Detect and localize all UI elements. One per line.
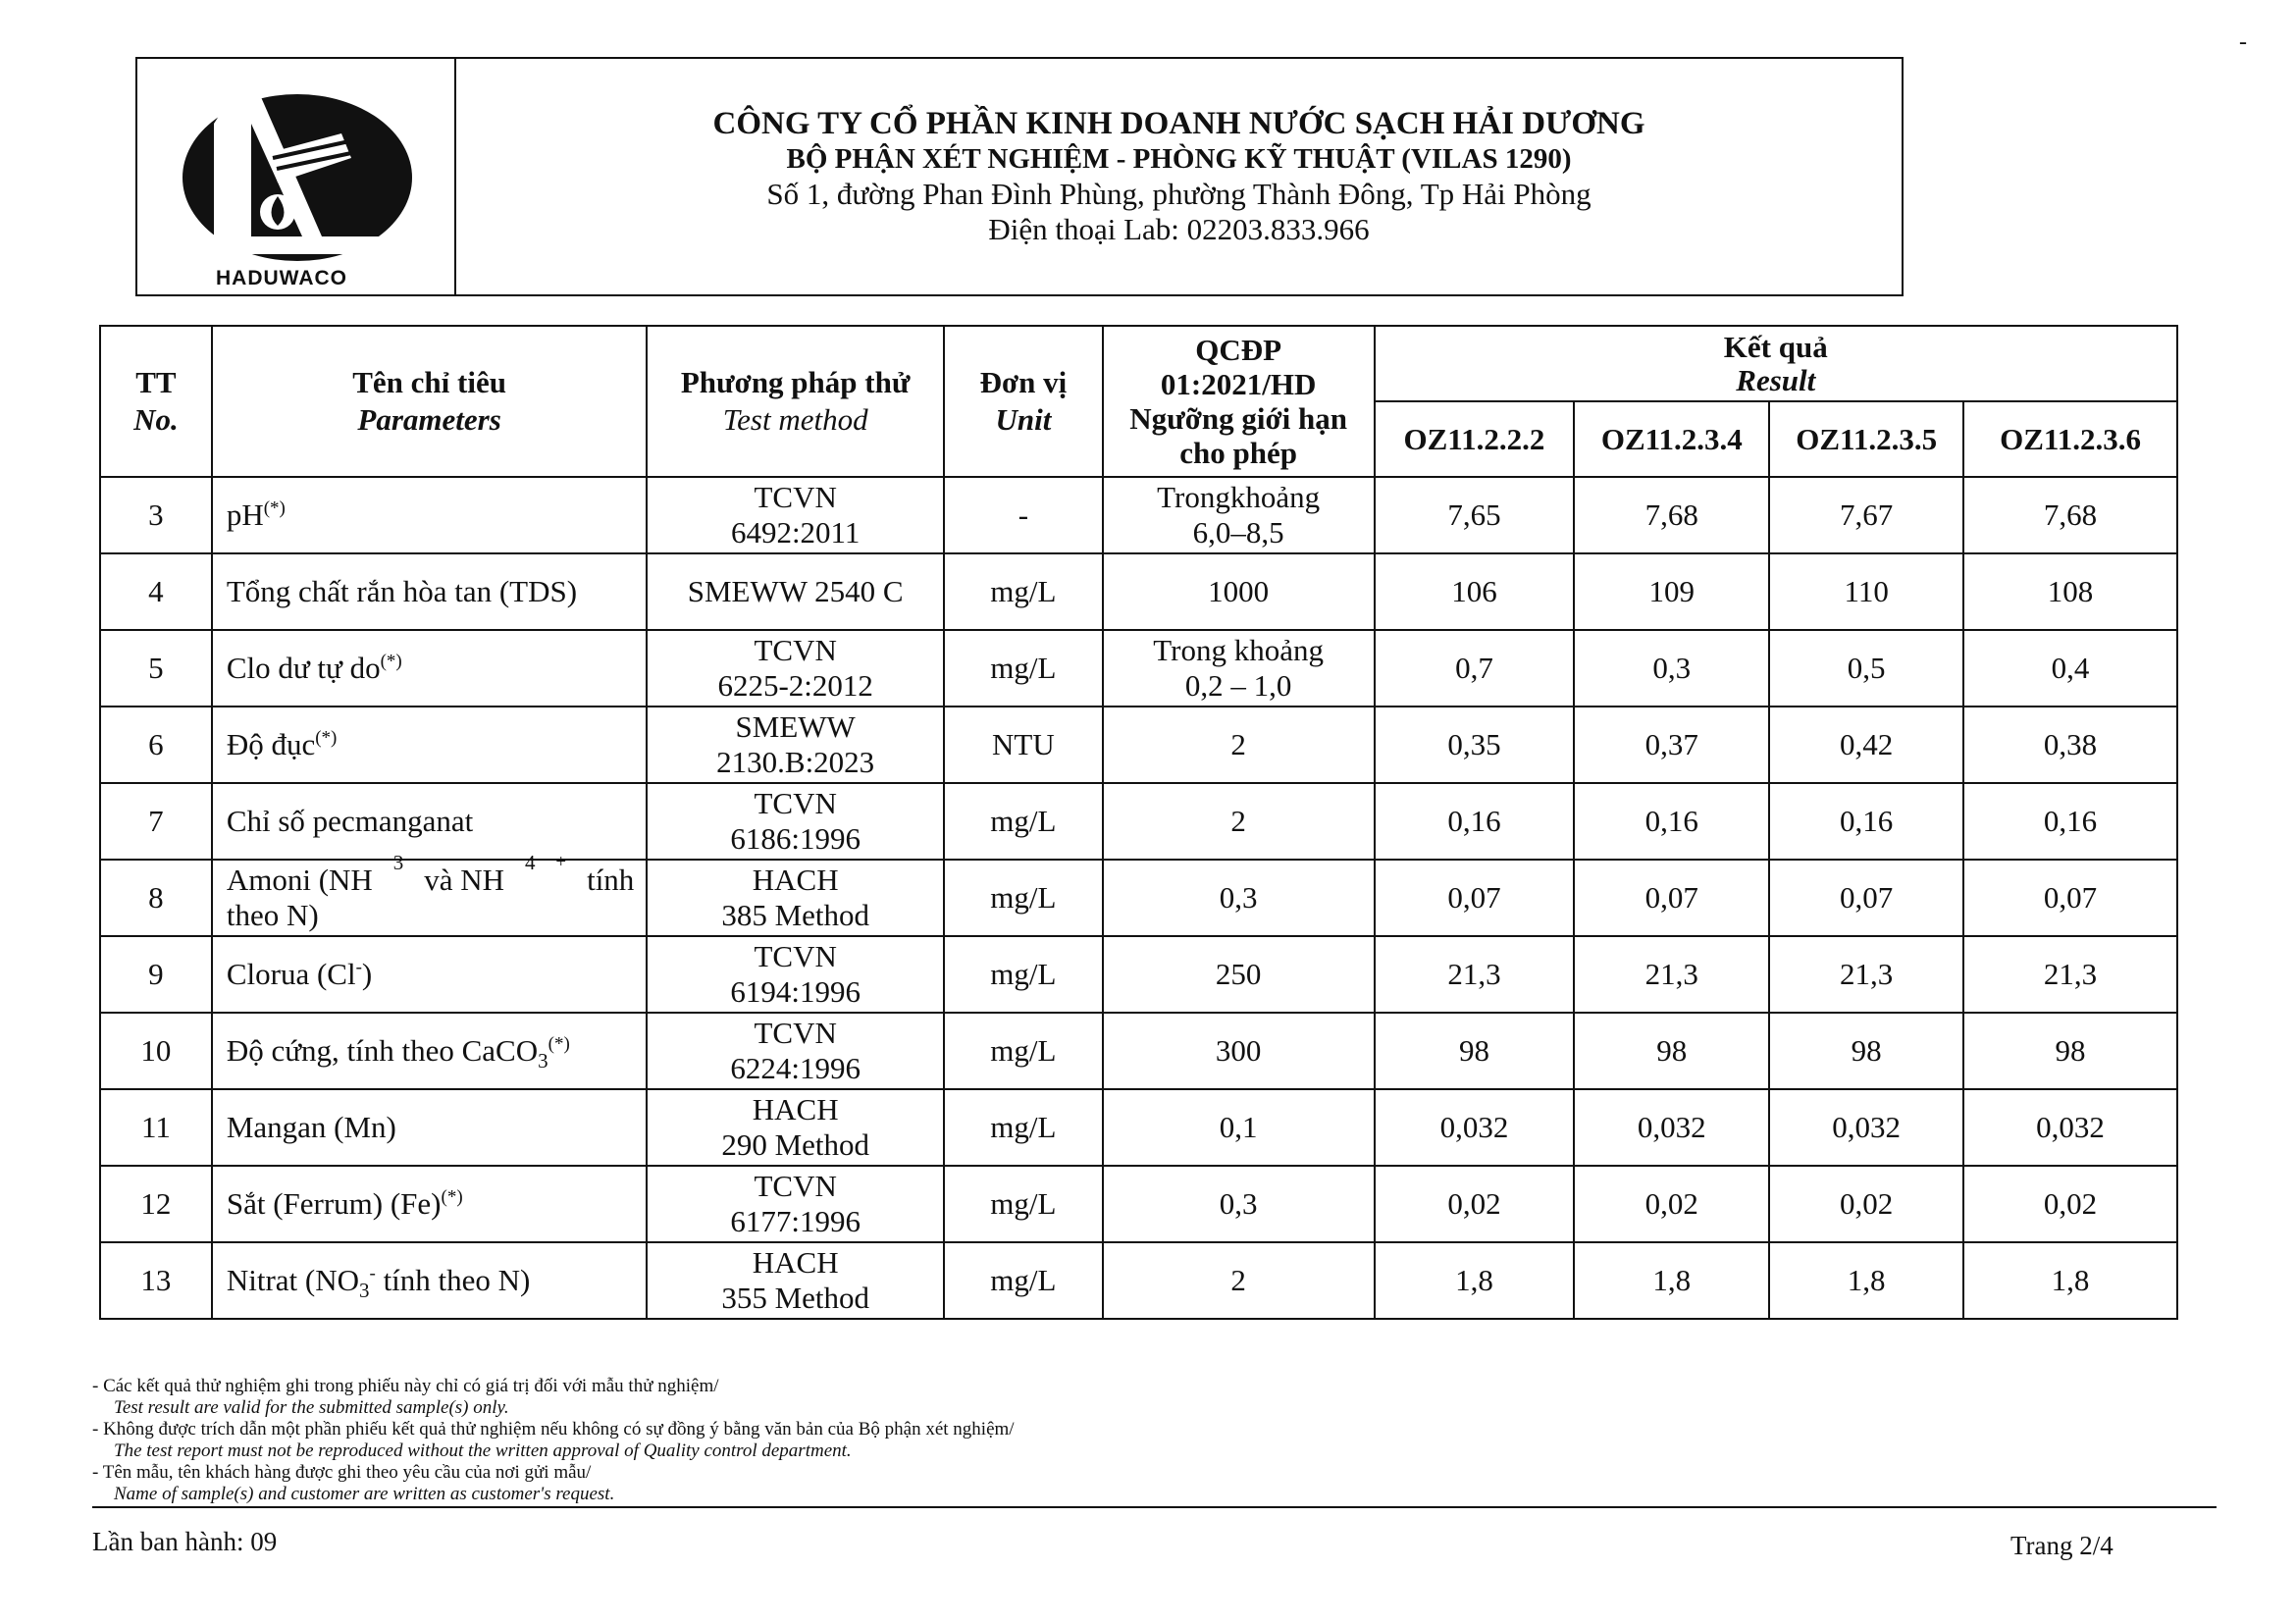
letterhead-text xyxy=(456,59,1902,294)
row-method: SMEWW 2540 C xyxy=(647,553,944,630)
note-vi: - Không được trích dẫn một phần phiếu kết quả thử nghiệm nếu không có sự đồng ý bằng văn bản của Bộ phận xét nghiệm/ xyxy=(92,1419,1015,1440)
row-unit: mg/L xyxy=(944,783,1103,860)
row-result: 7,65 xyxy=(1375,477,1575,553)
row-no: 10 xyxy=(100,1013,212,1089)
col-header-unit: Đơn vị Unit xyxy=(944,326,1103,477)
row-limit: 250 xyxy=(1103,936,1375,1013)
row-method: TCVN 6224:1996 xyxy=(647,1013,944,1089)
row-parameter: Chỉ số pecmanganat xyxy=(212,783,648,860)
row-result: 0,16 xyxy=(1375,783,1575,860)
note-en: The test report must not be reproduced without the written approval of Quality control department. xyxy=(114,1440,852,1461)
col-header-limit: QCĐP 01:2021/HD Ngưỡng giới hạn cho phép xyxy=(1103,326,1375,477)
row-limit: 0,3 xyxy=(1103,860,1375,936)
row-result: 21,3 xyxy=(1375,936,1575,1013)
col-header-parameter: Tên chỉ tiêu Parameters xyxy=(212,326,648,477)
row-no: 9 xyxy=(100,936,212,1013)
row-limit: 0,1 xyxy=(1103,1089,1375,1166)
row-result: 0,02 xyxy=(1963,1166,2177,1242)
row-result: 0,42 xyxy=(1769,707,1963,783)
row-method: TCVN 6177:1996 xyxy=(647,1166,944,1242)
header-row-1 xyxy=(100,326,2177,401)
row-result: 0,032 xyxy=(1963,1089,2177,1166)
row-result: 0,38 xyxy=(1963,707,2177,783)
row-method: HACH 355 Method xyxy=(647,1242,944,1319)
row-result: 0,4 xyxy=(1963,630,2177,707)
row-method: TCVN 6186:1996 xyxy=(647,783,944,860)
row-result: 21,3 xyxy=(1963,936,2177,1013)
row-parameter: Clo dư tự do(*) xyxy=(212,630,648,707)
row-result: 0,35 xyxy=(1375,707,1575,783)
row-result: 21,3 xyxy=(1574,936,1769,1013)
col-header-result: Kết quả Result xyxy=(1375,326,2177,401)
row-no: 3 xyxy=(100,477,212,553)
row-result: 0,37 xyxy=(1574,707,1769,783)
table-row xyxy=(100,553,2177,630)
row-result: 0,032 xyxy=(1375,1089,1575,1166)
row-parameter: Tổng chất rắn hòa tan (TDS) xyxy=(212,553,648,630)
row-parameter: Độ đục(*) xyxy=(212,707,648,783)
row-method: TCVN 6194:1996 xyxy=(647,936,944,1013)
col-header-method: Phương pháp thử Test method xyxy=(647,326,944,477)
row-no: 7 xyxy=(100,783,212,860)
row-result: 0,16 xyxy=(1769,783,1963,860)
row-unit: mg/L xyxy=(944,1242,1103,1319)
company-logo xyxy=(137,59,456,294)
table-row xyxy=(100,630,2177,707)
row-unit: NTU xyxy=(944,707,1103,783)
row-limit: 300 xyxy=(1103,1013,1375,1089)
row-result: 7,68 xyxy=(1963,477,2177,553)
row-method: SMEWW 2130.B:2023 xyxy=(647,707,944,783)
row-result: 1,8 xyxy=(1574,1242,1769,1319)
corner-mark: - xyxy=(2239,29,2247,55)
row-result: 0,07 xyxy=(1574,860,1769,936)
row-result: 0,02 xyxy=(1769,1166,1963,1242)
row-parameter: Nitrat ($NO_3^-$ tính theo N) xyxy=(212,1242,648,1319)
row-result: 98 xyxy=(1375,1013,1575,1089)
note-en: Test result are valid for the submitted sample(s) only. xyxy=(114,1397,509,1418)
row-parameter: Độ cứng, tính theo CaCO$_3$(*) xyxy=(212,1013,648,1089)
table-row xyxy=(100,1242,2177,1319)
page-number: Trang 2/4 xyxy=(2010,1531,2113,1560)
row-result: 106 xyxy=(1375,553,1575,630)
row-result: 0,02 xyxy=(1375,1166,1575,1242)
row-no: 5 xyxy=(100,630,212,707)
row-result: 1,8 xyxy=(1769,1242,1963,1319)
row-no: 4 xyxy=(100,553,212,630)
row-result: 98 xyxy=(1769,1013,1963,1089)
results-table xyxy=(99,325,2178,1320)
row-limit: Trongkhoảng 6,0–8,5 xyxy=(1103,477,1375,553)
row-result: 109 xyxy=(1574,553,1769,630)
department-name: BỘ PHẬN XÉT NGHIỆM - PHÒNG KỸ THUẬT (VILAS 1290) xyxy=(786,143,1572,175)
row-result: 0,07 xyxy=(1769,860,1963,936)
sample-header: OZ11.2.2.2 xyxy=(1375,401,1575,477)
row-result: 0,07 xyxy=(1963,860,2177,936)
row-result: 0,3 xyxy=(1574,630,1769,707)
row-no: 13 xyxy=(100,1242,212,1319)
row-result: 0,07 xyxy=(1375,860,1575,936)
table-row xyxy=(100,1013,2177,1089)
row-unit: mg/L xyxy=(944,860,1103,936)
row-result: 108 xyxy=(1963,553,2177,630)
row-unit: - xyxy=(944,477,1103,553)
table-row xyxy=(100,1166,2177,1242)
row-result: 110 xyxy=(1769,553,1963,630)
row-method: HACH 385 Method xyxy=(647,860,944,936)
row-unit: mg/L xyxy=(944,553,1103,630)
disclaimer-notes xyxy=(92,1376,1015,1505)
row-result: 0,032 xyxy=(1769,1089,1963,1166)
note-vi: - Các kết quả thử nghiệm ghi trong phiếu này chỉ có giá trị đối với mẫu thử nghiệm/ xyxy=(92,1376,719,1396)
row-result: 98 xyxy=(1574,1013,1769,1089)
row-result: 7,68 xyxy=(1574,477,1769,553)
table-row xyxy=(100,707,2177,783)
row-no: 11 xyxy=(100,1089,212,1166)
row-result: 7,67 xyxy=(1769,477,1963,553)
table-row xyxy=(100,936,2177,1013)
row-no: 8 xyxy=(100,860,212,936)
row-limit: Trong khoảng 0,2 – 1,0 xyxy=(1103,630,1375,707)
issue-number: Lần ban hành: 09 xyxy=(92,1527,278,1556)
table-row xyxy=(100,477,2177,553)
sample-header: OZ11.2.3.6 xyxy=(1963,401,2177,477)
col-header-no: TT No. xyxy=(100,326,212,477)
letterhead xyxy=(135,57,1904,296)
row-method: TCVN 6492:2011 xyxy=(647,477,944,553)
row-parameter: Mangan (Mn) xyxy=(212,1089,648,1166)
row-limit: 2 xyxy=(1103,783,1375,860)
lab-phone: Điện thoại Lab: 02203.833.966 xyxy=(988,212,1370,246)
row-no: 6 xyxy=(100,707,212,783)
table-row xyxy=(100,1089,2177,1166)
row-limit: 2 xyxy=(1103,1242,1375,1319)
row-unit: mg/L xyxy=(944,936,1103,1013)
sample-header: OZ11.2.3.5 xyxy=(1769,401,1963,477)
row-parameter: Clorua (Cl-) xyxy=(212,936,648,1013)
row-method: TCVN 6225-2:2012 xyxy=(647,630,944,707)
note-vi: - Tên mẫu, tên khách hàng được ghi theo yêu cầu của nơi gửi mẫu/ xyxy=(92,1462,592,1483)
row-limit: 0,3 xyxy=(1103,1166,1375,1242)
row-result: 0,7 xyxy=(1375,630,1575,707)
row-unit: mg/L xyxy=(944,630,1103,707)
row-result: 1,8 xyxy=(1375,1242,1575,1319)
row-parameter: Amoni (NH 3 và NH 4 + tính theo N) xyxy=(212,860,648,936)
row-result: 0,5 xyxy=(1769,630,1963,707)
haduwaco-logo-icon xyxy=(155,65,440,261)
company-address: Số 1, đường Phan Đình Phùng, phường Thành Đông, Tp Hải Phòng xyxy=(766,177,1592,211)
company-name: CÔNG TY CỔ PHẦN KINH DOANH NƯỚC SẠCH HẢI DƯƠNG xyxy=(712,106,1645,141)
row-limit: 2 xyxy=(1103,707,1375,783)
row-result: 0,032 xyxy=(1574,1089,1769,1166)
row-result: 1,8 xyxy=(1963,1242,2177,1319)
note-en: Name of sample(s) and customer are written as customer's request. xyxy=(114,1484,615,1504)
row-unit: mg/L xyxy=(944,1166,1103,1242)
row-unit: mg/L xyxy=(944,1089,1103,1166)
row-result: 0,16 xyxy=(1963,783,2177,860)
footer-divider xyxy=(92,1506,2217,1508)
row-no: 12 xyxy=(100,1166,212,1242)
row-method: HACH 290 Method xyxy=(647,1089,944,1166)
row-parameter: pH(*) xyxy=(212,477,648,553)
table-row xyxy=(100,860,2177,936)
row-result: 0,16 xyxy=(1574,783,1769,860)
row-result: 98 xyxy=(1963,1013,2177,1089)
logo-text: HADUWACO xyxy=(216,267,347,289)
sample-header: OZ11.2.3.4 xyxy=(1574,401,1769,477)
row-unit: mg/L xyxy=(944,1013,1103,1089)
row-parameter: Sắt (Ferrum) (Fe)(*) xyxy=(212,1166,648,1242)
row-result: 0,02 xyxy=(1574,1166,1769,1242)
row-limit: 1000 xyxy=(1103,553,1375,630)
table-row xyxy=(100,783,2177,860)
row-result: 21,3 xyxy=(1769,936,1963,1013)
